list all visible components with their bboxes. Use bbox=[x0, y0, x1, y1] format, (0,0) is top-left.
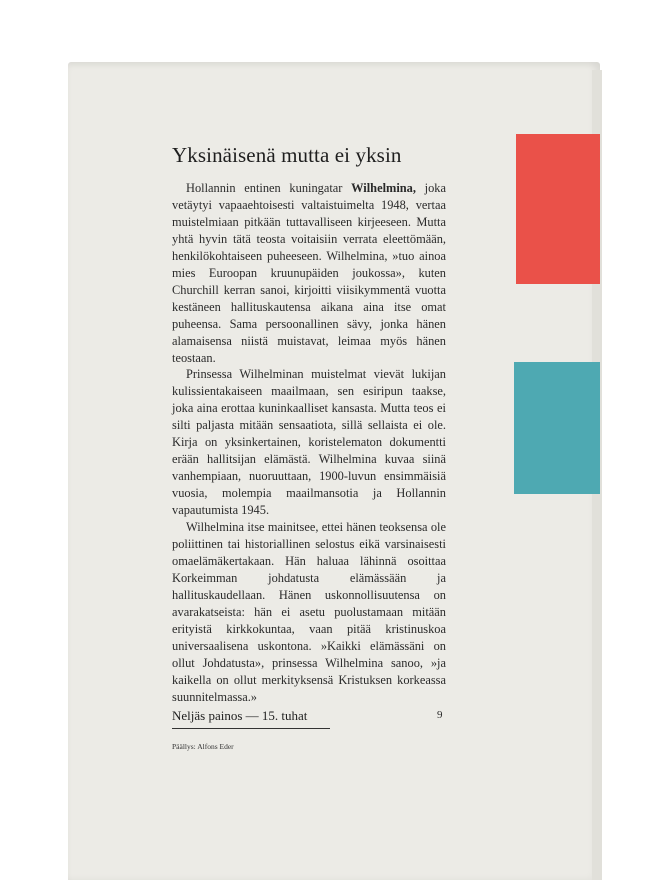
cover-title: Yksinäisenä mutta ei yksin bbox=[172, 143, 402, 167]
page-number: 9 bbox=[437, 709, 443, 721]
paragraph-1-intro: Hollannin entinen kuningatar bbox=[186, 181, 352, 195]
edition-underline bbox=[172, 728, 330, 729]
cover-design-credit: Päällys: Alfons Eder bbox=[172, 742, 234, 751]
blurb-paragraph-1 bbox=[172, 180, 446, 366]
blurb-text bbox=[172, 180, 446, 706]
paragraph-1-name: Wilhelmina, bbox=[351, 181, 416, 195]
blue-color-band bbox=[514, 362, 600, 494]
paragraph-1-rest: joka vetäytyi vapaaehtoisesti valtaistuimelta 1948, vertaa muistelmiaan pitkään tuttavalliseen kirjeeseen. Mutta yhtä hyvin tätä teosta voitaisiin verrata eleettömään, henkilökohtaiseen puheeseen. Wilhelmina, »tuo ainoa mies Euroopan kruunupäiden joukossa», kuten Churchill kerran sanoi, kirjoitti viisikymmentä vuotta kestäneen hallituskautensa aikana aina itse omat puheensa. Sama persoonallinen sävy, jonka hänen alamaisensa niistä muistavat, leimaa myös hänen teostaan. bbox=[172, 181, 447, 365]
edition-note: Neljäs painos — 15. tuhat bbox=[172, 708, 308, 723]
red-color-band bbox=[516, 134, 600, 284]
blurb-paragraph-3: Wilhelmina itse mainitsee, ettei hänen teoksensa ole poliittinen tai historiallinen selostus eikä varsinaisesti omaelämäkertakaan. Hän haluaa lähinnä osoittaa Korkeimman johdatusta elämässään ja hallituskaudellaan. Hänen uskonnollisuutensa on avarakatseista: hän ei asetu puolustamaan mitään erityistä kirkkokuntaa, vaan pitää kristinuskoa universaalisena uskontona. »Kaikki elämässäni on ollut Johdatusta», prinsessa Wilhelmina sanoo, »ja kaikella on ollut merkityksensä Kristuksen korkeassa suunnitelmassa.» bbox=[172, 520, 446, 704]
blurb-paragraph-2: Prinsessa Wilhelminan muistelmat vievät lukijan kulissientakaiseen maailmaan, sen esiripun taakse, joka aina erottaa kuninkaalliset kansasta. Mutta teos ei silti paljasta mitään sensaatiota, sillä sellaista ei ole. Kirja on yksinkertainen, koristelematon dokumentti erään hallitsijan elämästä. Wilhelmina kuvaa siinä vanhempiaan, nuoruuttaan, 1900-luvun ensimmäisiä vuosia, molempia maailmansotia ja Hollannin vapautumista 1945. bbox=[172, 367, 446, 518]
